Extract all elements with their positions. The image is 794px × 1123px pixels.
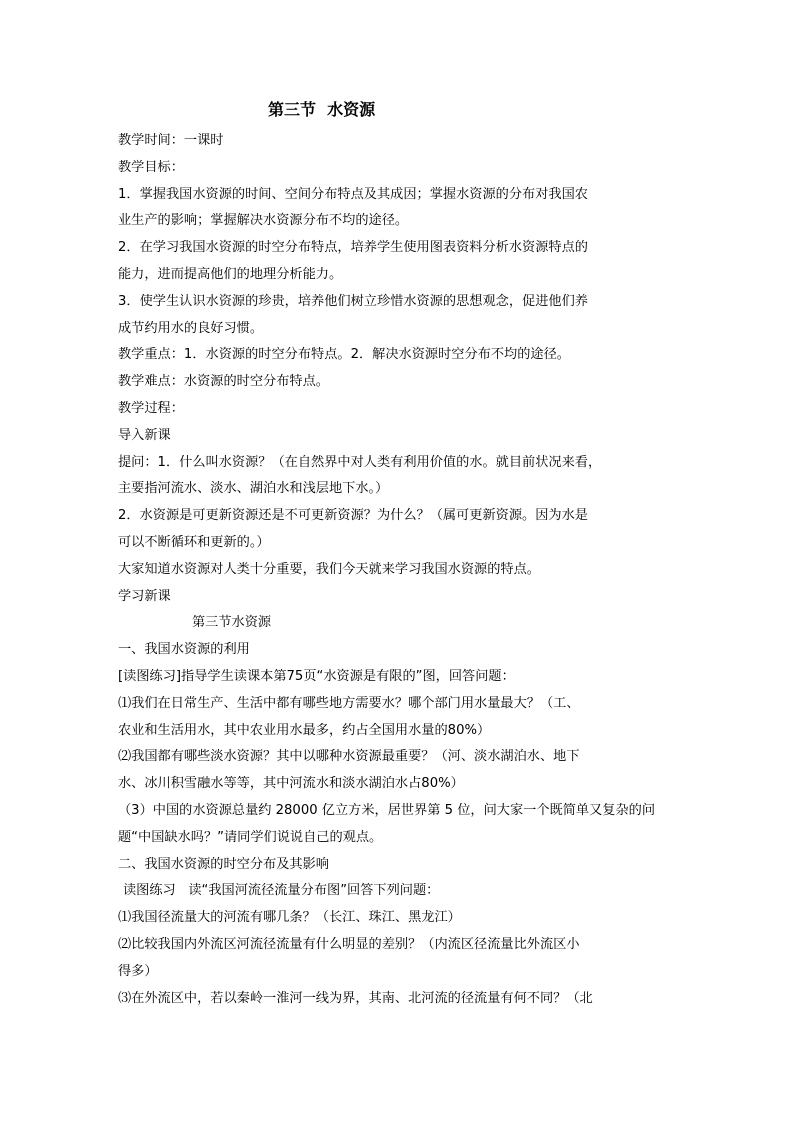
text-line: 二、我国水资源的时空分布及其影响 [118, 856, 329, 872]
text-line: 教学过程： [118, 400, 184, 416]
text-line: 农业和生活用水，其中农业用水最多，约占全国用水量的80%） [118, 722, 491, 738]
text-line: ⑴我国径流量大的河流有哪几条？（长江、珠江、黑龙江） [118, 910, 461, 926]
text-line: 得多） [118, 963, 158, 979]
text-line: 教学目标： [118, 159, 184, 175]
text-line: ⑵我国都有哪些淡水资源？其中以哪种水资源最重要？（河、淡水湖泊水、地下 [118, 749, 580, 765]
text-line: 主要指河流水、淡水、湖泊水和浅层地下水。） [118, 481, 389, 497]
text-line: 一、我国水资源的利用 [118, 642, 250, 658]
text-line: 3．使学生认识水资源的珍贵，培养他们树立珍惜水资源的思想观念，促进他们养 [118, 293, 588, 309]
text-line: 第三节水资源 [192, 615, 272, 631]
text-line: 2．在学习我国水资源的时空分布特点，培养学生使用图表资料分析水资源特点的 [118, 240, 588, 256]
text-line: ⑴我们在日常生产、生活中都有哪些地方需要水？哪个部门用水量最大？（工、 [118, 695, 580, 711]
text-line: 水、冰川积雪融水等等，其中河流水和淡水湖泊水占80%） [118, 776, 464, 792]
text-line: 教学难点：水资源的时空分布特点。 [118, 374, 329, 390]
text-line: ⑵比较我国内外流区河流径流量有什么明显的差别？（内流区径流量比外流区小 [118, 936, 580, 952]
text-line: 提问：1．什么叫水资源？（在自然界中对人类有利用价值的水。就目前状况来看， [118, 454, 602, 470]
text-line: [读图练习]指导学生读课本第75页“水资源是有限的”图，回答问题： [118, 668, 515, 684]
text-line: ⑶在外流区中，若以秦岭一淮河一线为界，其南、北河流的径流量有何不同？（北 [118, 990, 593, 1006]
text-line: 成节约用水的良好习惯。 [118, 320, 264, 336]
text-line: 学习新课 [118, 588, 171, 604]
text-line: 1．掌握我国水资源的时间、空间分布特点及其成因；掌握水资源的分布对我国农 [118, 186, 588, 202]
text-line: 业生产的影响；掌握解决水资源分布不均的途径。 [118, 213, 409, 229]
text-line: 读图练习 读“我国河流径流量分布图”回答下列问题： [123, 883, 440, 899]
text-line: （3）中国的水资源总量约 28000 亿立方米，居世界第 5 位，问大家一个既简单又复杂的问 [118, 802, 656, 818]
text-line: 教学时间：一课时 [118, 133, 224, 148]
text-line: 大家知道水资源对人类十分重要，我们今天就来学习我国水资源的特点。 [118, 561, 540, 577]
text-line: 题“中国缺水吗？”请同学们说说自己的观点。 [118, 829, 383, 845]
page-title: 第三节 水资源 [268, 100, 376, 119]
document-body [118, 128, 718, 1012]
text-line: 导入新课 [118, 427, 171, 443]
text-line: 可以不断循环和更新的。） [118, 534, 270, 550]
text-line: 2．水资源是可更新资源还是不可更新资源？为什么？（属可更新资源。因为水是 [118, 508, 588, 524]
text-line: 教学重点：1．水资源的时空分布特点。2．解决水资源时空分布不均的途径。 [118, 347, 570, 363]
text-line: 能力，进而提高他们的地理分析能力。 [118, 266, 343, 282]
